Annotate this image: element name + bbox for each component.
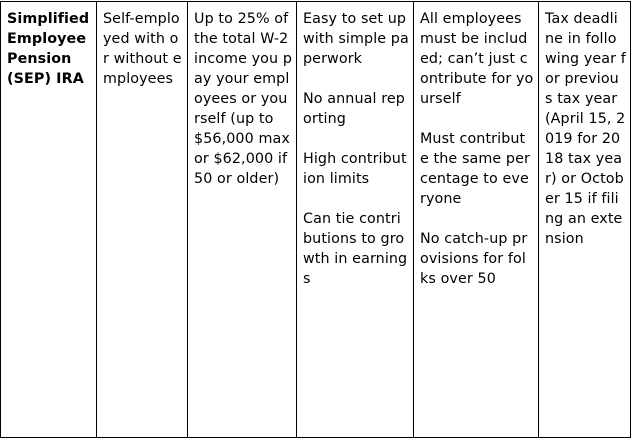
plan-name-cell: [1, 2, 97, 438]
con-item: Must contribute the same percentage to everyone: [420, 131, 530, 207]
con-item: No catch-up provisions for folks over 50: [420, 231, 528, 287]
deadline-cell: [539, 2, 631, 438]
con-item: All employees must be included; can’t just contribute for yourself: [420, 11, 534, 107]
contribution-limit-cell: [188, 2, 297, 438]
pro-item: High contribution limits: [303, 151, 407, 187]
cons-cell: [414, 2, 539, 438]
retirement-plan-comparison-table: [0, 1, 631, 438]
pros-cell: [297, 2, 414, 438]
eligibility-text: Self-employed with or without employees: [103, 11, 182, 87]
pro-item: Can tie contributions to growth in earnings: [303, 211, 408, 287]
eligibility-cell: [97, 2, 188, 438]
deadline-text: Tax deadline in following year for previous tax year (April 15, 2019 for 2018 tax year) or October 15 if filing an extension: [545, 11, 626, 247]
plan-name: Simplified Employee Pension (SEP) IRA: [7, 11, 90, 87]
pro-item: No annual reporting: [303, 91, 405, 127]
pro-item: Easy to set up with simple paperwork: [303, 11, 409, 67]
contribution-limit-text: Up to 25% of the total W-2 income you pay your employees or yourself (up to $56,000 max or $62,000 if 50 or older): [194, 11, 292, 187]
table-row: [1, 2, 631, 438]
